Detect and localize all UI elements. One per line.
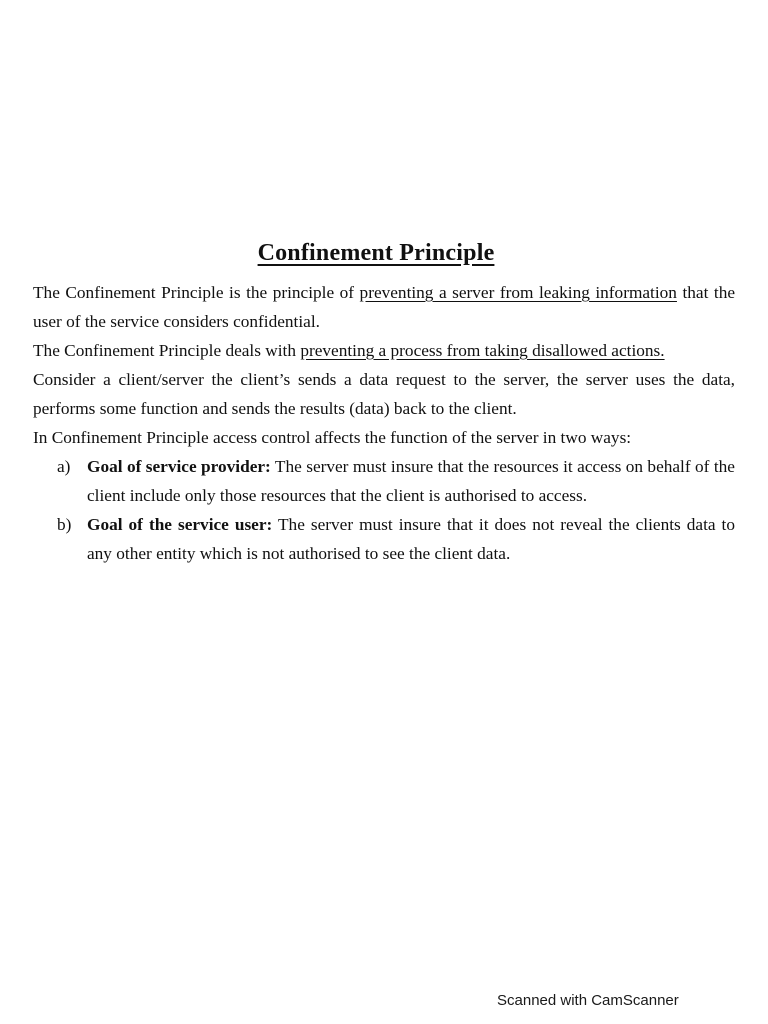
paragraph-deals-with-underlined: preventing a process from taking disallowed actions.	[300, 341, 665, 360]
paragraph-access-control: In Confinement Principle access control affects the function of the server in two ways:	[33, 428, 632, 447]
scanner-watermark: Scanned with CamScanner	[497, 992, 679, 1009]
list-marker: a)	[57, 457, 71, 476]
list-item	[33, 510, 735, 568]
list-item-heading: Goal of service provider:	[87, 457, 271, 476]
paragraph-definition-underlined: preventing a server from leaking information	[359, 283, 677, 302]
paragraph-deals-with-start: The Confinement Principle deals with	[33, 341, 301, 360]
paragraph-definition-start: The Confinement Principle is the principle of	[33, 283, 360, 302]
paragraph-deals-with	[33, 336, 735, 365]
document-title: Confinement Principle	[257, 240, 495, 266]
paragraph-client-server: Consider a client/server the client’s sends a data request to the server, the server uses the data, performs some function and sends the results (data) back to the client.	[33, 370, 735, 418]
paragraph-definition	[33, 278, 735, 336]
list-item-text: The server must insure that it does not reveal the clients data to any other entity which is not authorised to see the client data.	[87, 515, 735, 563]
list-item-heading: Goal of the service user:	[87, 515, 273, 534]
list-marker: b)	[57, 515, 72, 534]
document-body	[33, 278, 735, 568]
paragraph-definition-end: that the user of the service considers confidential.	[33, 283, 736, 331]
list-item	[33, 452, 735, 510]
list-item-text: The server must insure that the resources it access on behalf of the client include only those resources that the client is authorised to access.	[87, 457, 735, 505]
goals-list	[33, 452, 735, 568]
